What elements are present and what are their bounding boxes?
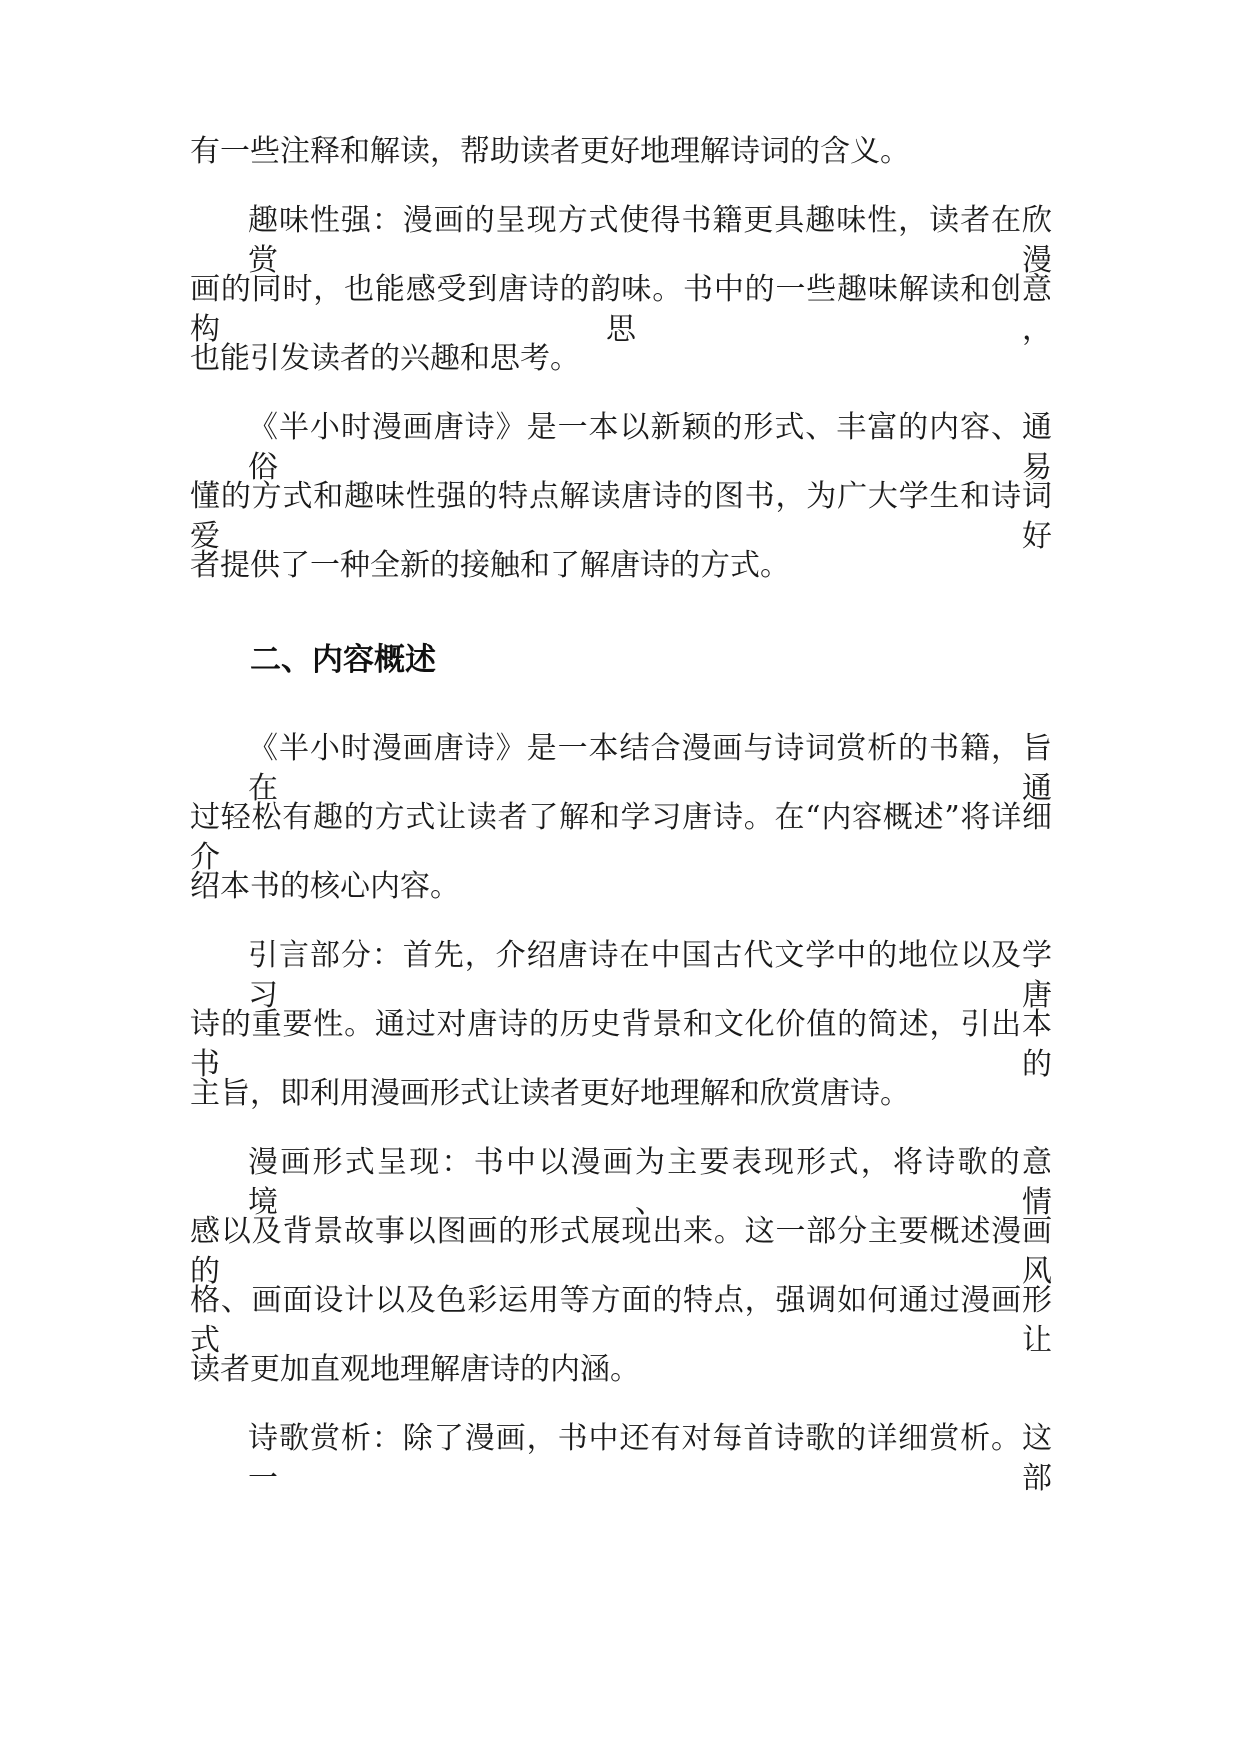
paragraph-line: 主旨，即利用漫画形式让读者更好地理解和欣赏唐诗。 bbox=[190, 1076, 910, 1111]
paragraph-line: 《半小时漫画唐诗》是一本结合漫画与诗词赏析的书籍，旨在通 bbox=[248, 731, 1052, 806]
paragraph-line: 者提供了一种全新的接触和了解唐诗的方式。 bbox=[190, 548, 790, 583]
paragraph-line: 引言部分：首先，介绍唐诗在中国古代文学中的地位以及学习唐 bbox=[248, 938, 1052, 1013]
paragraph-line: 画的同时，也能感受到唐诗的韵味。书中的一些趣味解读和创意构思， bbox=[190, 272, 1052, 347]
paragraph-line: 漫画形式呈现：书中以漫画为主要表现形式，将诗歌的意境、情 bbox=[248, 1145, 1052, 1220]
paragraph-line: 绍本书的核心内容。 bbox=[190, 869, 460, 904]
paragraph-line: 读者更加直观地理解唐诗的内涵。 bbox=[190, 1352, 640, 1387]
paragraph-line: 懂的方式和趣味性强的特点解读唐诗的图书，为广大学生和诗词爱好 bbox=[190, 479, 1052, 554]
paragraph-line: 诗的重要性。通过对唐诗的历史背景和文化价值的简述，引出本书的 bbox=[190, 1007, 1052, 1082]
paragraph-line: 有一些注释和解读，帮助读者更好地理解诗词的含义。 bbox=[190, 134, 910, 169]
paragraph-line: 过轻松有趣的方式让读者了解和学习唐诗。在“内容概述”将详细介 bbox=[190, 800, 1052, 875]
paragraph-line: 趣味性强：漫画的呈现方式使得书籍更具趣味性，读者在欣赏漫 bbox=[248, 203, 1052, 278]
paragraph-line: 诗歌赏析：除了漫画，书中还有对每首诗歌的详细赏析。这一部 bbox=[248, 1421, 1052, 1496]
paragraph-line: 也能引发读者的兴趣和思考。 bbox=[190, 341, 580, 376]
paragraph-line: 感以及背景故事以图画的形式展现出来。这一部分主要概述漫画的风 bbox=[190, 1214, 1052, 1289]
section-heading: 二、内容概述 bbox=[250, 642, 436, 678]
paragraph-line: 《半小时漫画唐诗》是一本以新颖的形式、丰富的内容、通俗易 bbox=[248, 410, 1052, 485]
paragraph-line: 格、画面设计以及色彩运用等方面的特点，强调如何通过漫画形式让 bbox=[190, 1283, 1052, 1358]
